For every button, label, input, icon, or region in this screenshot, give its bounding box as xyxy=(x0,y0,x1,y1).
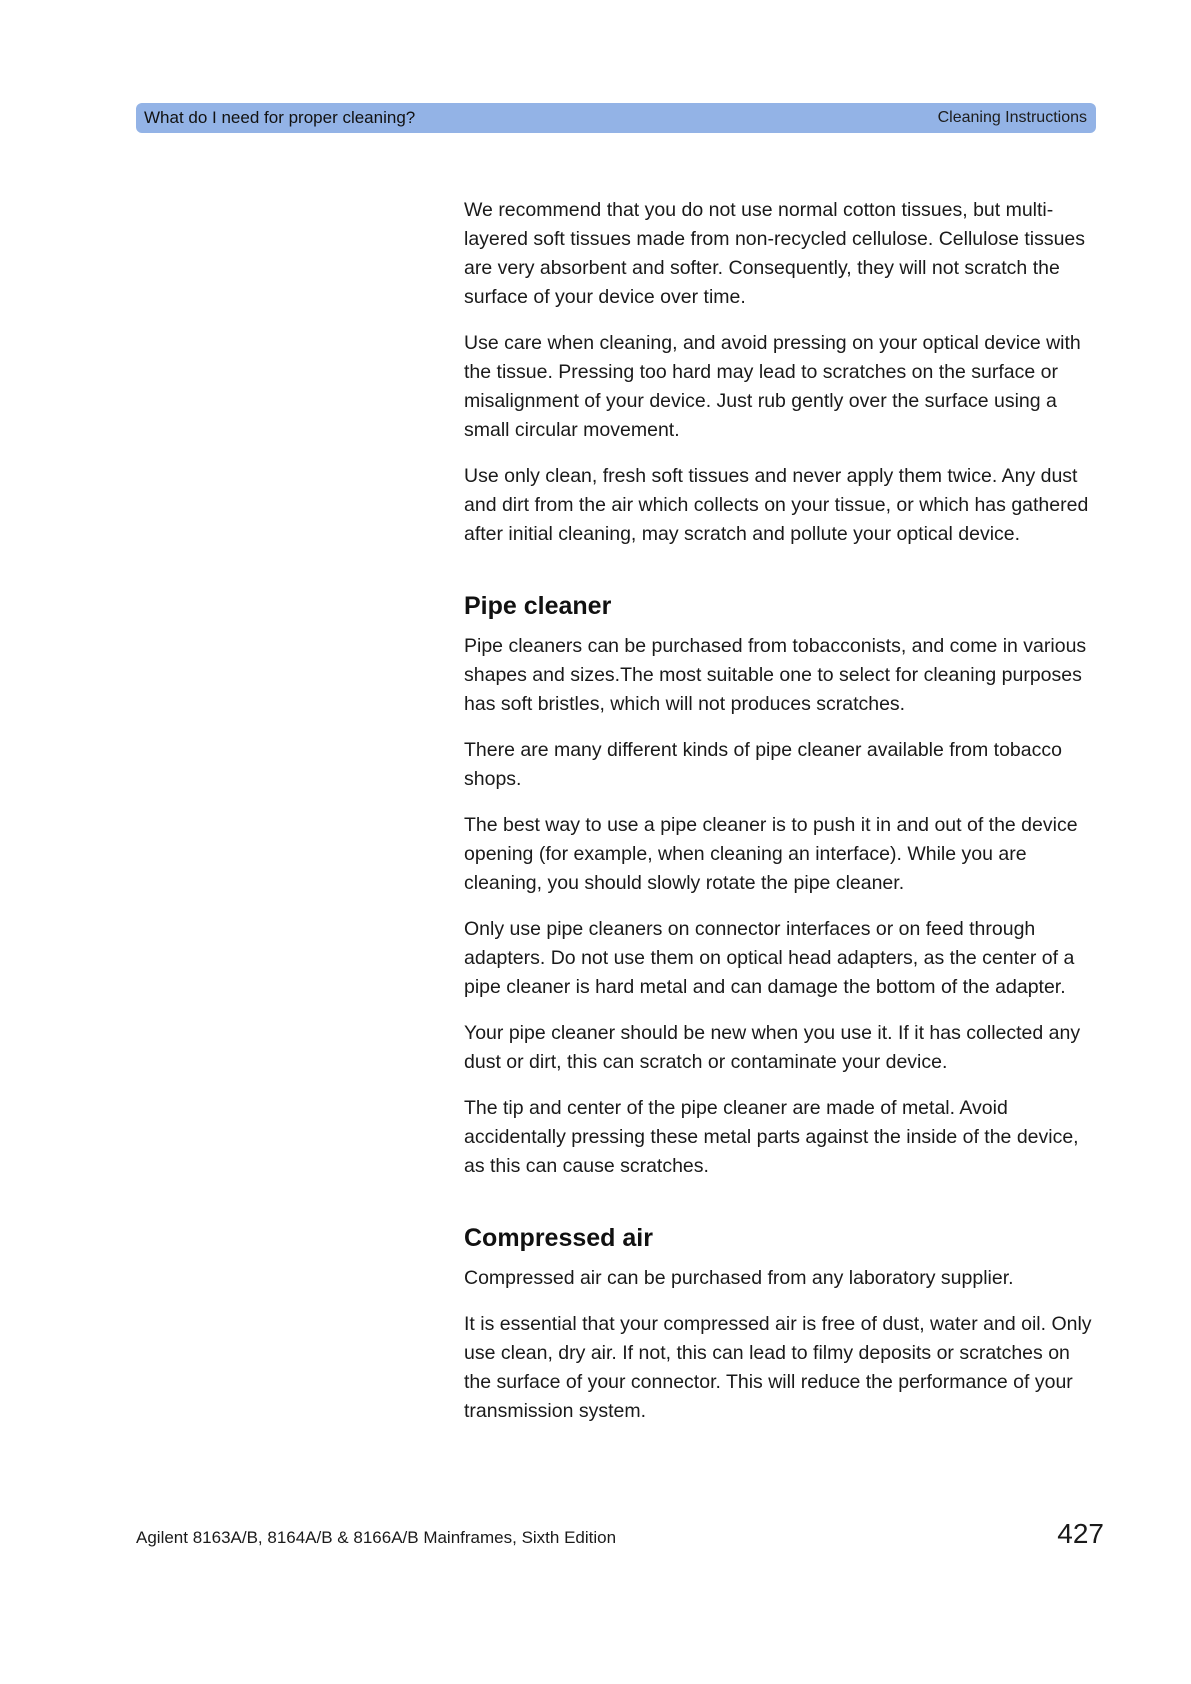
running-header xyxy=(136,103,1096,133)
pipe-cleaner-paragraph: The tip and center of the pipe cleaner are made of metal. Avoid accidentally pressing these metal parts against the inside of the device, as this can cause scratches. xyxy=(464,1097,1079,1177)
intro-paragraph: Use care when cleaning, and avoid pressing on your optical device with the tissue. Pressing too hard may lead to scratches on the surface or misalignment of your device. Just rub gently over the surface using a small circular movement. xyxy=(464,332,1081,441)
document-title: Agilent 8163A/B, 8164A/B & 8166A/B Mainframes, Sixth Edition xyxy=(136,1528,617,1547)
intro-paragraph: Use only clean, fresh soft tissues and never apply them twice. Any dust and dirt from the air which collects on your tissue, or which has gathered after initial cleaning, may scratch and pollute your optical device. xyxy=(464,465,1089,545)
pipe-cleaner-paragraph: Pipe cleaners can be purchased from tobacconists, and come in various shapes and sizes.The most suitable one to select for cleaning purposes has soft bristles, which will not produces scratches. xyxy=(464,635,1087,715)
pipe-cleaner-paragraph: There are many different kinds of pipe cleaner available from tobacco shops. xyxy=(464,739,1062,790)
pipe-cleaner-paragraph: Only use pipe cleaners on connector interfaces or on feed through adapters. Do not use them on optical head adapters, as the center of a pipe cleaner is hard metal and can damage the bottom of the adapter. xyxy=(464,918,1075,998)
main-content xyxy=(464,196,1100,1443)
section-title: What do I need for proper cleaning? xyxy=(144,108,416,127)
compressed-air-paragraph: It is essential that your compressed air is free of dust, water and oil. Only use clean, dry air. If not, this can lead to filmy deposits or scratches on the surface of your connector. This will reduce the performance of your transmission system. xyxy=(464,1313,1092,1422)
pipe-cleaner-paragraph: Your pipe cleaner should be new when you use it. If it has collected any dust or dirt, this can scratch or contaminate your device. xyxy=(464,1022,1081,1073)
pipe-cleaner-paragraph: The best way to use a pipe cleaner is to push it in and out of the device opening (for example, when cleaning an interface). While you are cleaning, you should slowly rotate the pipe cleaner. xyxy=(464,814,1078,894)
page-number: 427 xyxy=(1057,1518,1104,1549)
intro-paragraph: We recommend that you do not use normal cotton tissues, but multi-layered soft tissues made from non-recycled cellulose. Cellulose tissues are very absorbent and softer. Consequently, they will not scratch the surface of your device over time. xyxy=(464,199,1086,308)
compressed-air-heading: Compressed air xyxy=(464,1224,653,1252)
pipe-cleaner-heading: Pipe cleaner xyxy=(464,592,612,620)
chapter-title: Cleaning Instructions xyxy=(937,109,1087,126)
compressed-air-paragraph: Compressed air can be purchased from any laboratory supplier. xyxy=(464,1267,1014,1289)
